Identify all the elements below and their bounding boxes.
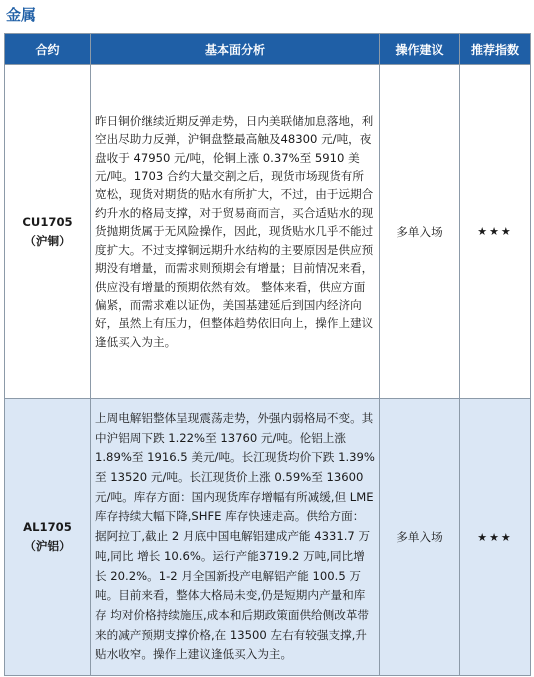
contract-code: AL1705	[23, 520, 72, 534]
contract-cell	[5, 399, 91, 676]
table-row	[5, 399, 531, 676]
header-advice: 操作建议	[380, 34, 460, 65]
table-row	[5, 65, 531, 399]
rating-stars: ★★★	[460, 399, 531, 676]
rating-stars: ★★★	[460, 65, 531, 399]
metals-table	[4, 33, 531, 676]
header-contract: 合约	[5, 34, 91, 65]
advice-cell: 多单入场	[380, 65, 460, 399]
section-title: 金属	[6, 6, 37, 24]
table-header-row	[5, 34, 531, 65]
header-rating: 推荐指数	[460, 34, 531, 65]
advice-cell: 多单入场	[380, 399, 460, 676]
header-analysis: 基本面分析	[91, 34, 380, 65]
contract-cell	[5, 65, 91, 399]
analysis-text: 上周电解铝整体呈现震荡走势，外强内弱格局不变。其中沪铝周下跌 1.22%至 13760 元/吨。伦铝上涨 1.89%至 1916.5 美元/吨。长江现货均价下跌 1.39%至 13520 元/吨。长江现货价上涨 0.59%至 13600 元/吨。库存方面：国内现货库存增幅有所减缓,但 LME 库存持续大幅下降,SHFE 库存快速走高。供给方面：据阿拉丁,截止 2 月底中国电解铝建成产能 4331.7 万吨,同比 增长 10.6%。运行产能3719.2 万吨,同比增长 20.2%。1-2 月全国新投产电解铝产能 100.5 万吨。目前来看，整体大格局未变,仍是短期内产量和库存 均对价格持续施压,成本和后期政策面供给侧改革带来的减产预期支撑价格,在 13500 左右有较强支撑,升贴水收窄。操作上建议逢低买入为主。	[91, 399, 380, 676]
analysis-text: 昨日铜价继续近期反弹走势，日内美联储加息落地，利空出尽助力反弹，沪铜盘整最高触及48300 元/吨，夜盘收于 47950 元/吨，伦铜上涨 0.37%至 5910 美元/吨。1703 合约大量交割之后，现货市场现货有所宽松，现货对期货的贴水有所扩大，不过，由于远期合约升水的格局支撑，对于贸易商而言，买合适贴水的现货抛期货属于无风险操作，因此，现货贴水几乎不能过度扩大。不过支撑铜远期升水结构的主要原因是供应预期没有增量，而需求则预期会有增量；目前情况来看，供应没有增量的预期依然有效。 整体来看，供应方面偏紧，而需求难以证伪，美国基建延后到国内经济向好，虽然上有压力，但整体趋势依旧向上，操作上建议逢低买入为主。	[91, 65, 380, 399]
contract-name: （沪铝）	[24, 539, 71, 553]
contract-name: （沪铜）	[24, 233, 71, 248]
contract-code: CU1705	[22, 214, 73, 229]
